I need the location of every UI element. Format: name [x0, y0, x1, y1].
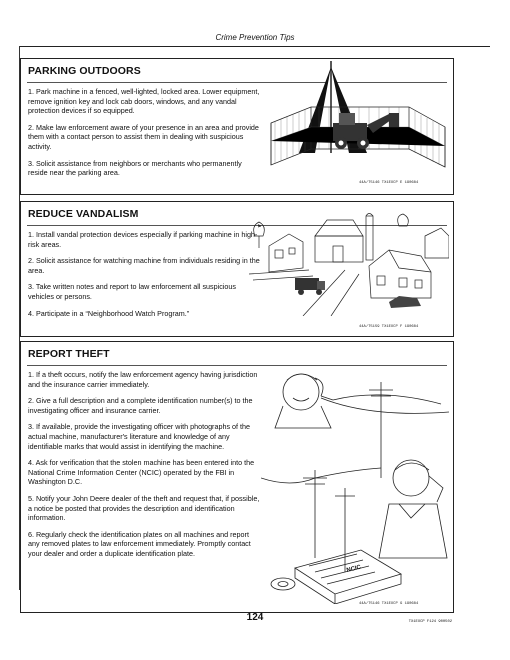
list-item: 1. Park machine in a fenced, well-lighted, locked area. Lower equipment, remove ignition key and lock cab doors, windows, and any vandal protection devices if so equipped. — [28, 87, 260, 116]
page-number: 124 — [246, 612, 264, 623]
footer-doc-code: TX1EXCP F124 900502 — [408, 620, 452, 624]
list-item: 2. Make law enforcement aware of your presence in an area and provide them with a contact person to assist them in dealing with suspicious activity. — [28, 122, 259, 151]
list-item: 4. Ask for verification that the stolen machine has been entered into the National Crime Information Center (NCIC) operated by the FBI in Washington D.C. — [28, 458, 255, 487]
list-item: 2. Give a full description and a complete identification number(s) to the investigating officer and insurance carrier. — [28, 396, 253, 415]
section-title: REDUCE VANDALISM — [28, 208, 139, 220]
fenced-parking-illustration — [269, 61, 449, 179]
list-item: 3. Solicit assistance from neighbors or merchants who permanently reside near the parking area. — [28, 158, 242, 178]
list-item: 2. Solicit assistance for watching machine from individuals residing in the area. — [28, 256, 260, 275]
svg-text:⚑: ⚑ — [257, 224, 262, 230]
list-item: 4. Participate in a “Neighborhood Watch Program.” — [28, 308, 190, 318]
ncic-label: NCIC — [346, 564, 362, 574]
figure-code: 44A/T5159 TX1EXCP F 190684 — [359, 325, 419, 329]
list-item: 5. Notify your John Deere dealer of the theft and request that, if possible, a notice be posted that provides the description and identification information. — [28, 493, 260, 523]
neighborhood-watch-illustration — [249, 206, 449, 316]
section-items — [28, 370, 260, 566]
running-title: Crime Prevention Tips — [215, 33, 295, 42]
list-item: 6. Regularly check the identification plates on all machines and report any removed plates to law enforcement immediately. Promptly contact your dealer and order a duplicate identification plate. — [28, 529, 251, 558]
section-items — [28, 87, 263, 185]
theft-report-illustration — [261, 358, 451, 604]
section-report-theft — [20, 341, 454, 613]
section-title: PARKING OUTDOORS — [28, 65, 141, 77]
list-item: 3. Take written notes and report to law enforcement all suspicious vehicles or persons. — [28, 282, 237, 301]
figure-code: 44A/T5146 TX1EXCP E 190684 — [359, 181, 419, 185]
section-items — [28, 230, 263, 325]
list-item: 3. If available, provide the investigating officer with photographs of the actual machine, manufacturer's literature and knowledge of any identifiable marks that would assist in identifying the machine. — [28, 422, 251, 451]
section-title: REPORT THEFT — [28, 348, 110, 360]
section-parking-outdoors — [20, 58, 454, 195]
list-item: 1. If a theft occurs, notify the law enforcement agency having jurisdiction and the insurance carrier immediately. — [28, 370, 258, 389]
list-item: 1. Install vandal protection devices especially if parking machine in high-risk areas. — [28, 230, 258, 249]
section-reduce-vandalism — [20, 201, 454, 337]
header-rule — [20, 46, 490, 47]
figure-code: 44A/T5146 TX1EXCP G 190684 — [359, 602, 419, 606]
